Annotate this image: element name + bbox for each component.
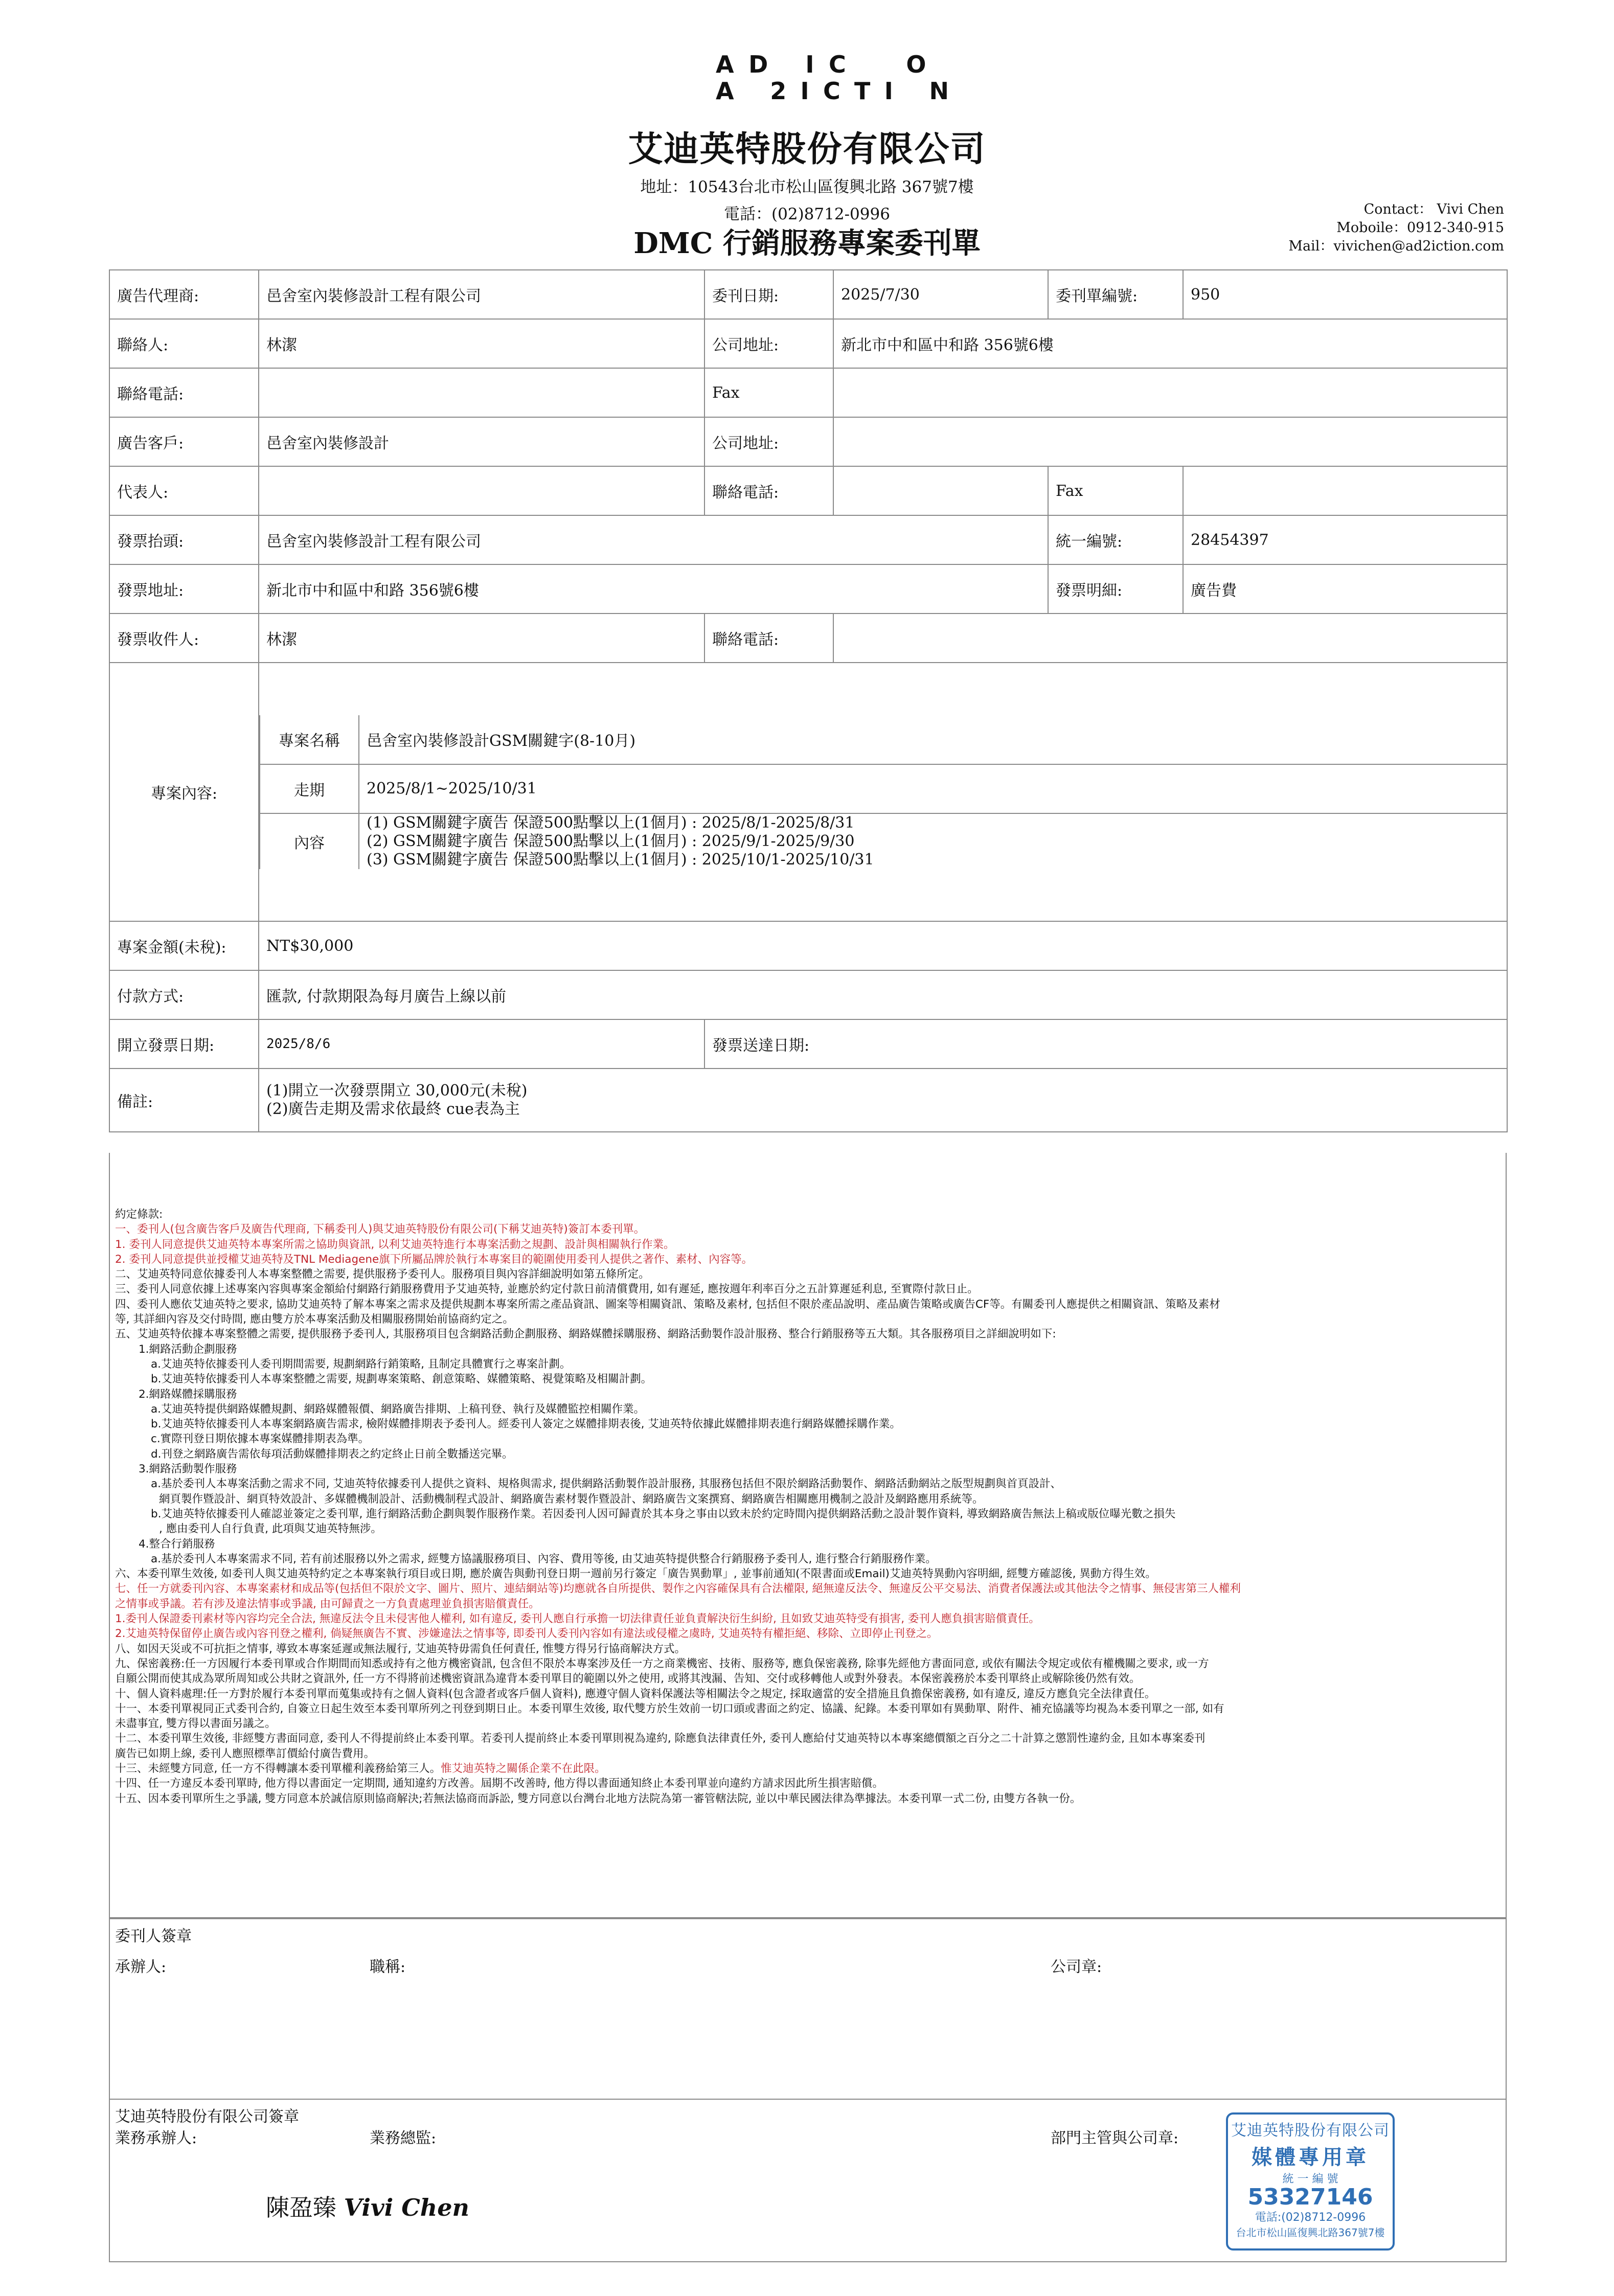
fax-value	[833, 368, 1507, 417]
table-row	[109, 270, 1507, 319]
stamp-tax-label: 統 一 編 號	[1282, 2173, 1338, 2186]
contact-label: 聯絡人:	[109, 319, 259, 368]
payment-method-value: 匯款, 付款期限為每月廣告上線以前	[259, 970, 1507, 1019]
logo-letter: I	[884, 77, 895, 105]
terms-highlight: 惟艾迪英特之關係企業不在此限。	[441, 1762, 606, 1775]
terms-line: 1.委刊人保證委刊素材等內容均完全合法, 無違反法令且未侵害他人權利, 如有違反, 委刊人應自行承擔一切法律責任並負責解決衍生糾紛, 且如致艾迪英特受有損害, 委刊人應負損害賠償責任。	[115, 1612, 1040, 1626]
terms-line: 廣告已如期上線, 委刊人應照標準訂價給付廣告費用。	[115, 1747, 375, 1760]
company-phone: 電話：(02)8712-0996	[724, 205, 890, 223]
document-title: DMC 行銷服務專案委刊單	[633, 226, 981, 260]
logo-letter: 2	[770, 77, 789, 105]
terms-line: b.艾迪英特依據委刊人本專案整體之需要, 規劃專案策略、創意策略、媒體策略、視覺策略及相關計劃。	[151, 1373, 652, 1386]
contact-value: 林潔	[259, 319, 704, 368]
table-row	[109, 564, 1507, 613]
table-row	[109, 515, 1507, 564]
recipient-phone-value	[833, 613, 1507, 663]
terms-line: 六、本委刊單生效後, 如委刊人與艾迪英特約定之本專案執行項目或日期, 應於廣告與動刊登日期一週前另行簽定「廣告異動單」, 並事前通知(不限書面或Email)艾迪英特異動內容明細, 經雙方確認後, 異動方得生效。	[115, 1567, 1156, 1581]
rep-fax-label: Fax	[1048, 466, 1183, 515]
terms-line: 自願公開而使其成為眾所周知或公共財之資訊外, 任一方不得將前述機密資訊為違背本委刊單目的範圍以外之使用, 或將其洩漏、告知、交付或移轉他人或對外發表。本保密義務於本委刊單終止或解除後仍然有效。	[115, 1672, 1141, 1686]
terms-line: 四、委刊人應依艾迪英特之要求, 協助艾迪英特了解本專案之需求及提供規劃本專案所需之產品資訊、圖案等相關資訊、策略及素材, 包括但不限於產品說明、產品廣告策略或廣告CF等。有關委刊人應提供之相關資訊、策略及素材	[115, 1298, 1220, 1311]
terms-line: a.艾迪英特依據委刊人委刊期間需要, 規劃網路行銷策略, 且制定具體實行之專案計劃。	[151, 1357, 571, 1371]
logo-top-row	[716, 51, 951, 78]
invoice-date-label: 開立發票日期:	[109, 1019, 259, 1069]
terms-line: 等, 其詳細內容及交付時間, 應由雙方於本專案活動及相關服務開始前協商約定之。	[115, 1313, 514, 1326]
note-item: (1)開立一次發票開立 30,000元(未稅)	[266, 1082, 528, 1100]
payment-method-label: 付款方式:	[109, 970, 259, 1019]
terms-line: 十、個人資料處理:任一方對於履行本委刊單而蒐集或持有之個人資料(包含證者或客戶個人資料), 應遵守個人資料保護法等相關法令之規定, 採取適當的安全措施且負擔保密義務, 如有違反, 違反方應負完全法律責任。	[115, 1687, 1156, 1700]
project-name-label: 專案名稱	[260, 715, 359, 764]
terms-list	[115, 1207, 1498, 1806]
terms-line: 九、保密義務:任一方因履行本委刊單或合作期間而知悉或持有之他方機密資訊, 包含但不限於本專案涉及任一方之商業機密、技術、服務等, 應負保密義務, 除事先經他方書面同意, 或依有關法令規定或依有權機關之要求, 或一方	[115, 1657, 1209, 1670]
rep-fax-value	[1183, 466, 1507, 515]
notes-value	[259, 1069, 1507, 1132]
signer-script: Vivi Chen	[344, 2194, 469, 2221]
terms-line: 4.整合行銷服務	[139, 1537, 215, 1551]
project-content-label: 內容	[260, 813, 359, 869]
logo-spacer	[783, 51, 793, 78]
recipient-phone-label: 聯絡電話:	[704, 613, 833, 663]
terms-line: 三、委刊人同意依據上述專案內容與專案金額給付網路行銷服務費用予艾迪英特, 並應於約定付款日前清償費用, 如有遲延, 應按週年利率百分之五計算遲延利息, 至實際付款日止。	[115, 1283, 979, 1296]
handwritten-signature	[266, 2189, 469, 2223]
project-content-list	[359, 813, 1507, 869]
client-address-value	[833, 417, 1507, 466]
table-row	[109, 1019, 1507, 1069]
rep-label: 代表人:	[109, 466, 259, 515]
terms-line: , 應由委刊人自行負責, 此項與艾迪英特無涉。	[159, 1522, 382, 1536]
project-period-value: 2025/8/1~2025/10/31	[359, 764, 1507, 813]
client-title-label: 職稱:	[370, 1958, 406, 1976]
terms-line: 1.網路活動企劃服務	[139, 1343, 237, 1356]
table-row	[109, 613, 1507, 663]
project-name-value: 邑舍室內裝修設計GSM關鍵字(8-10月)	[359, 715, 1507, 764]
order-table	[109, 269, 1508, 1132]
tax-id-label: 統一編號:	[1048, 515, 1183, 564]
tax-id-value: 28454397	[1183, 515, 1507, 564]
terms-line: b.艾迪英特依據委刊人本專案網路廣告需求, 檢附媒體排期表予委刊人。經委刊人簽定之媒體排期表後, 艾迪英特依據此媒體排期表進行網路媒體採購作業。	[151, 1418, 901, 1431]
signer-name: 陳盈臻	[266, 2194, 336, 2221]
client-handler-label: 承辦人:	[115, 1958, 167, 1976]
logo-letter: T	[854, 77, 873, 105]
stamp-company: 艾迪英特股份有限公司	[1231, 2122, 1390, 2140]
terms-line: 2.艾迪英特保留停止廣告或內容刊登之權利, 倘疑無廣告不實、涉嫌違法之情事等, 即委刊人委刊內容如有違法或侵權之虞時, 艾迪英特有權拒絕、移除、立即停止刊登之。	[115, 1627, 938, 1641]
terms-line: 五、艾迪英特依據本專案整體之需要, 提供服務予委刊人, 其服務項目包含網路活動企劃服務、網路媒體採購服務、網路活動製作設計服務、整合行銷服務等五大類。其各服務項目之詳細說明如下:	[115, 1328, 1056, 1341]
terms-line: 網頁製作暨設計、網頁特效設計、多媒體機制設計、活動機制程式設計、網路廣告素材製作暨設計、網路廣告文案撰寫、網路廣告相關應用機制之設計及網路應用系統等。	[159, 1492, 984, 1506]
logo-bottom-row	[716, 78, 951, 104]
client-label: 廣告客戶:	[109, 417, 259, 466]
client-address-label: 公司地址:	[704, 417, 833, 466]
table-row	[109, 319, 1507, 368]
invoice-title-label: 發票抬頭:	[109, 515, 259, 564]
contact-block	[1288, 200, 1504, 256]
company-stamp	[1226, 2112, 1395, 2250]
terms-line: 十五、因本委刊單所生之爭議, 雙方同意本於誠信原則協商解決;若無法協商而訴訟, 雙方同意以台灣台北地方法院為第一審管轄法院, 並以中華民國法律為準據法。本委刊單一式二份, 由雙方各執一份。	[115, 1792, 1081, 1805]
invoice-address-value: 新北市中和區中和路 356號6樓	[259, 564, 1048, 613]
terms-line: 3.網路活動製作服務	[139, 1463, 237, 1476]
client-seal-label: 公司章:	[1051, 1958, 1102, 1976]
terms-line: 二、艾迪英特同意依據委刊人本專案整體之需要, 提供服務予委刊人。服務項目與內容詳細說明如第五條所定。	[115, 1268, 650, 1281]
client-value: 邑舍室內裝修設計	[259, 417, 704, 466]
rep-phone-value	[833, 466, 1048, 515]
terms-line: 十三、未經雙方同意, 任一方不得轉讓本委刊單權利義務給第三人。惟艾迪英特之關係企業不在此限。	[115, 1762, 606, 1775]
table-row	[109, 417, 1507, 466]
rep-value	[259, 466, 704, 515]
table-row	[109, 663, 1507, 921]
amount-value: NT$30,000	[259, 921, 1507, 970]
order-no-label: 委刊單編號:	[1048, 270, 1183, 319]
amount-label: 專案金額(未稅):	[109, 921, 259, 970]
logo-letter: N	[929, 77, 951, 105]
table-row	[109, 466, 1507, 515]
terms-line: 八、如因天災或不可抗拒之情事, 導致本專案延遲或無法履行, 艾迪英特毋需負任何責任, 惟雙方得另行協商解決方式。	[115, 1642, 686, 1655]
phone-value	[259, 368, 704, 417]
logo-letter: A	[716, 77, 736, 105]
logo-spacer	[941, 51, 951, 78]
terms-line: c.實際刊登日期依據本專案媒體排期表為準。	[151, 1433, 370, 1446]
invoice-recipient-label: 發票收件人:	[109, 613, 259, 663]
delivery-date-label: 發票送達日期:	[704, 1019, 1048, 1069]
logo-letter: I	[800, 77, 811, 105]
project-section-label: 專案內容:	[109, 663, 259, 921]
invoice-address-label: 發票地址:	[109, 564, 259, 613]
terms-line: 約定條款:	[115, 1208, 163, 1221]
logo-spacer	[907, 78, 917, 104]
rep-phone-label: 聯絡電話:	[704, 466, 833, 515]
invoice-recipient-value: 林潔	[259, 613, 704, 663]
terms-line: 七、任一方就委刊內容、本專案素材和成品等(包括但不限於文字、圖片、照片、連結網站等)均應就各自所提供、製作之內容確保具有合法權限, 絕無違反法令、無違反公平交易法、消費者保護法或其他法令之情事、無侵害第三人權利	[115, 1582, 1241, 1596]
ad-seal-label: 部門主管與公司章:	[1051, 2129, 1179, 2147]
table-row	[109, 368, 1507, 417]
terms-line: b.艾迪英特依據委刊人確認並簽定之委刊單, 進行網路活動企劃與製作服務作業。若因委刊人因可歸責於其本身之事由以致未於約定時間內提供網路活動之設計製作資料, 導致網路廣告無法上稿或版位曝光數之損失	[151, 1507, 1176, 1520]
contact-mobile: Moboile：0912-340-915	[1336, 220, 1504, 236]
terms-line: 1. 委刊人同意提供艾迪英特本專案所需之協助與資訊, 以利艾迪英特進行本專案活動之規劃、設計與相關執行作業。	[115, 1238, 675, 1251]
invoice-date-value: 2025/8/6	[259, 1019, 704, 1069]
terms-line: d.刊登之網路廣告需依每項活動媒體排期表之約定終止日前全數播送完畢。	[151, 1447, 513, 1461]
invoice-detail-value: 廣告費	[1183, 564, 1507, 613]
ad-handler-label: 業務承辦人:	[115, 2129, 197, 2147]
stamp-type: 媒體專用章	[1252, 2146, 1369, 2169]
terms-line: a.基於委刊人本專案需求不同, 若有前述服務以外之需求, 經雙方協議服務項目、內容、費用等後, 由艾迪英特提供整合行銷服務予委刊人, 進行整合行銷服務作業。	[151, 1552, 937, 1565]
ad-section-title: 艾迪英特股份有限公司簽章	[115, 2108, 299, 2126]
logo-spacer	[860, 51, 871, 78]
logo-letter: O	[906, 51, 928, 78]
notes-label: 備註:	[109, 1069, 259, 1132]
invoice-detail-label: 發票明細:	[1048, 564, 1183, 613]
logo-letter: D	[748, 51, 770, 78]
logo-spacer	[748, 78, 758, 104]
order-no-value: 950	[1183, 270, 1507, 319]
terms-line: 一、委刊人(包含廣告客戶及廣告代理商, 下稱委刊人)與艾迪英特股份有限公司(下稱艾迪英特)簽訂本委刊單。	[115, 1223, 645, 1236]
order-date-value: 2025/7/30	[833, 270, 1048, 319]
logo-letter: C	[823, 77, 843, 105]
agency-value: 邑舍室內裝修設計工程有限公司	[259, 270, 704, 319]
contact-mail: Mail：vivichen@ad2iction.com	[1288, 238, 1504, 254]
company-address: 地址：10543台北市松山區復興北路 367號7樓	[640, 178, 974, 196]
terms-line: a.基於委刊人本專案活動之需求不同, 艾迪英特依據委刊人提供之資料、規格與需求, 提供網路活動製作設計服務, 其服務包括但不限於網路活動製作、網路活動網站之版型規劃與首頁設計、	[151, 1477, 1062, 1491]
project-period-label: 走期	[260, 764, 359, 813]
logo-letter: A	[716, 51, 736, 78]
table-row	[109, 1069, 1507, 1132]
client-signature-section	[109, 1918, 1507, 2100]
delivery-date-value	[1048, 1019, 1507, 1069]
company-address-label: 公司地址:	[704, 319, 833, 368]
client-section-title: 委刊人簽章	[115, 1927, 192, 1945]
terms-line: a.艾迪英特提供網路媒體規劃、網路媒體報價、網路廣告排期、上稿刊登、執行及媒體監控相關作業。	[151, 1402, 645, 1416]
note-item: (2)廣告走期及需求依最終 cue表為主	[266, 1100, 520, 1118]
agency-label: 廣告代理商:	[109, 270, 259, 319]
terms-line: 2. 委刊人同意提供並授權艾迪英特及TNL Mediagene旗下所屬品牌於執行本專案目的範圍使用委刊人提供之著作、素材、內容等。	[115, 1253, 753, 1266]
stamp-phone: 電話:(02)8712-0996	[1255, 2211, 1366, 2224]
phone-label: 聯絡電話:	[109, 368, 259, 417]
terms-line: 2.網路媒體採購服務	[139, 1388, 237, 1401]
stamp-tax-no: 53327146	[1247, 2184, 1373, 2210]
company-name: 艾迪英特股份有限公司	[628, 129, 986, 170]
project-content-item: (2) GSM關鍵字廣告 保證500點擊以上(1個月) : 2025/9/1-2025/9/30	[367, 832, 855, 850]
terms-line: 之情事或爭議。若有涉及違法情事或爭議, 由可歸責之一方負責處理並負損害賠償責任。	[115, 1597, 540, 1610]
logo-letter: C	[829, 51, 848, 78]
terms-line: 十二、本委刊單生效後, 非經雙方書面同意, 委刊人不得提前終止本委刊單。若委刊人提前終止本委刊單則視為違約, 除應負法律責任外, 委刊人應給付艾迪英特以本專案總價額之百分之二十計算之懲罰性違約金, 且如本專案委刊	[115, 1732, 1206, 1745]
terms-line: 未盡事宜, 雙方得以書面另議之。	[115, 1717, 276, 1731]
logo-spacer	[883, 51, 894, 78]
project-content-item: (3) GSM關鍵字廣告 保證500點擊以上(1個月) : 2025/10/1-2025/10/31	[367, 850, 874, 869]
fax-label: Fax	[704, 368, 833, 417]
terms-section	[109, 1153, 1507, 1918]
terms-line: 十四、任一方違反本委刊單時, 他方得以書面定一定期間, 通知違約方改善。屆期不改善時, 他方得以書面通知終止本委刊單並向違約方請求因此所生損害賠償。	[115, 1777, 884, 1790]
project-cell	[259, 663, 1507, 921]
terms-line: 十一、本委刊單視同正式委刊合約, 自簽立日起生效至本委刊單所列之刊登到期日止。本委刊單生效後, 取代雙方於生效前一切口頭或書面之約定、協議、紀錄。本委刊單如有異動單、附件、補充協議等均視為本委刊單之一部, 如有	[115, 1702, 1224, 1715]
order-date-label: 委刊日期:	[704, 270, 833, 319]
stamp-address: 台北市松山區復興北路367號7樓	[1236, 2226, 1385, 2239]
ad2iction-logo	[716, 51, 951, 107]
ad-director-label: 業務總監:	[370, 2129, 437, 2147]
project-table	[259, 715, 1507, 869]
company-address-value: 新北市中和區中和路 356號6樓	[833, 319, 1507, 368]
table-row	[109, 970, 1507, 1019]
table-row	[109, 921, 1507, 970]
logo-letter: I	[805, 51, 816, 78]
contact-name: Contact： Vivi Chen	[1363, 201, 1504, 217]
invoice-title-value: 邑舍室內裝修設計工程有限公司	[259, 515, 1048, 564]
project-content-item: (1) GSM關鍵字廣告 保證500點擊以上(1個月) : 2025/8/1-2025/8/31	[367, 813, 855, 832]
